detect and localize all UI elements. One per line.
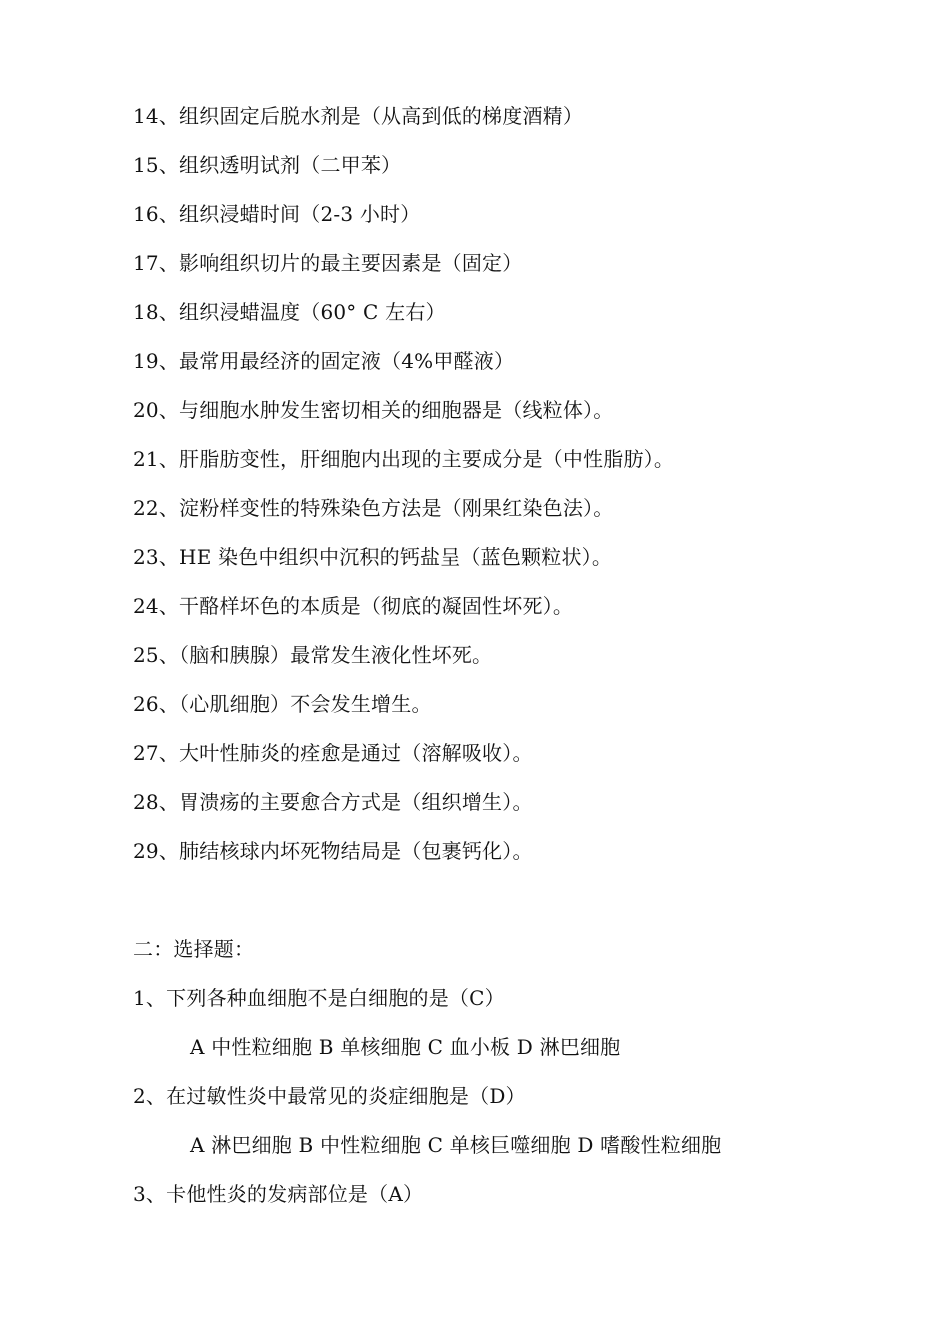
section-title: 二：选择题： bbox=[133, 937, 255, 961]
fill-in-item-20: 20、与细胞水肿发生密切相关的细胞器是（线粒体）。 bbox=[133, 398, 614, 422]
fill-in-item-24: 24、干酪样坏色的本质是（彻底的凝固性坏死）。 bbox=[133, 594, 574, 618]
fill-in-item-26: 26、（心肌细胞）不会发生增生。 bbox=[133, 692, 432, 716]
fill-in-item-21: 21、肝脂肪变性，肝细胞内出现的主要成分是（中性脂肪）。 bbox=[133, 447, 675, 471]
question-options: A 淋巴细胞 B 中性粒细胞 C 单核巨噬细胞 D 嗜酸性粒细胞 bbox=[190, 1133, 722, 1157]
question-stem: 3、卡他性炎的发病部位是（A） bbox=[133, 1182, 424, 1206]
fill-in-item-18: 18、组织浸蜡温度（60° C 左右） bbox=[133, 300, 446, 324]
question-stem: 2、在过敏性炎中最常见的炎症细胞是（D） bbox=[133, 1084, 526, 1108]
fill-in-item-23: 23、HE 染色中组织中沉积的钙盐呈（蓝色颗粒状）。 bbox=[133, 545, 613, 569]
question-options: A 中性粒细胞 B 单核细胞 C 血小板 D 淋巴细胞 bbox=[190, 1035, 621, 1059]
fill-in-item-25: 25、（脑和胰腺）最常发生液化性坏死。 bbox=[133, 643, 493, 667]
fill-in-item-17: 17、影响组织切片的最主要因素是（固定） bbox=[133, 251, 523, 275]
fill-in-item-16: 16、组织浸蜡时间（2-3 小时） bbox=[133, 202, 421, 226]
fill-in-item-28: 28、胃溃疡的主要愈合方式是（组织增生）。 bbox=[133, 790, 533, 814]
fill-in-item-15: 15、组织透明试剂（二甲苯） bbox=[133, 153, 402, 177]
question-stem: 1、下列各种血细胞不是白细胞的是（C） bbox=[133, 986, 505, 1010]
fill-in-item-19: 19、最常用最经济的固定液（4%甲醛液） bbox=[133, 349, 515, 373]
fill-in-item-14: 14、组织固定后脱水剂是（从高到低的梯度酒精） bbox=[133, 104, 584, 128]
fill-in-item-22: 22、淀粉样变性的特殊染色方法是（刚果红染色法）。 bbox=[133, 496, 614, 520]
fill-in-item-29: 29、肺结核球内坏死物结局是（包裹钙化）。 bbox=[133, 839, 533, 863]
fill-in-item-27: 27、大叶性肺炎的痊愈是通过（溶解吸收）。 bbox=[133, 741, 533, 765]
